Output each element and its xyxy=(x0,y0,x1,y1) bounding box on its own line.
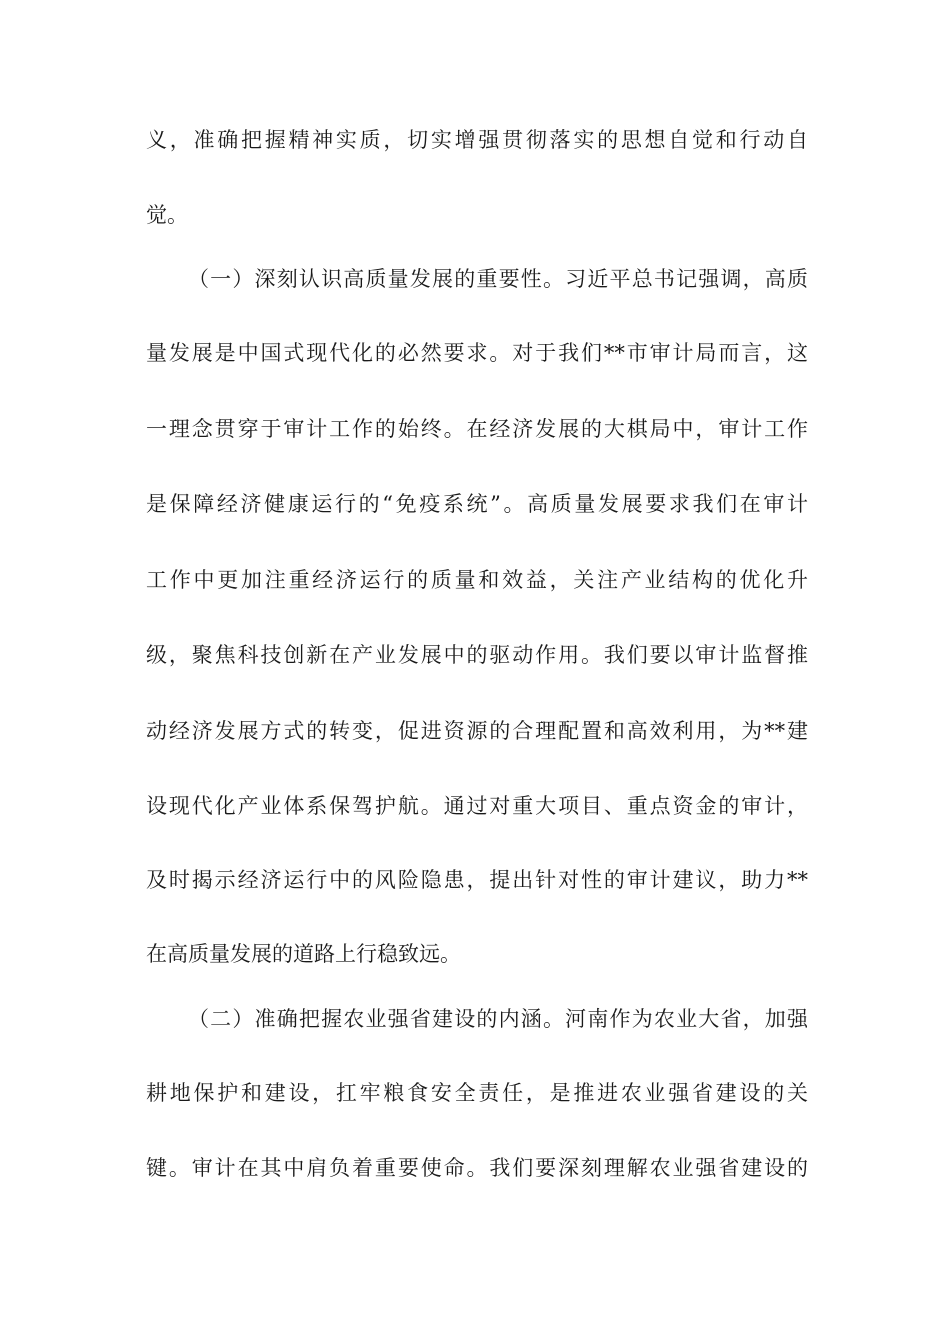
text-line-6: 是保障经济健康运行的“免疫系统”。高质量发展要求我们在审计 xyxy=(146,492,808,516)
text-line-1: 义，准确把握精神实质，切实增强贯彻落实的思想自觉和行动自 xyxy=(146,128,808,152)
text-line-2: 觉。 xyxy=(146,203,188,227)
text-line-14: 耕地保护和建设，扛牢粮食安全责任，是推进农业强省建设的关 xyxy=(146,1081,808,1105)
text-line-11: 及时揭示经济运行中的风险隐患，提出针对性的审计建议，助力** xyxy=(146,868,808,892)
section-heading-1: （一）深刻认识高质量发展的重要性。习近平总书记强调，高质 xyxy=(188,267,808,291)
text-line-8: 级，聚焦科技创新在产业发展中的驱动作用。我们要以审计监督推 xyxy=(146,643,808,667)
section-heading-2: （二）准确把握农业强省建设的内涵。河南作为农业大省，加强 xyxy=(188,1007,808,1031)
text-line-15: 键。审计在其中肩负着重要使命。我们要深刻理解农业强省建设的 xyxy=(146,1156,808,1180)
text-line-7: 工作中更加注重经济运行的质量和效益，关注产业结构的优化升 xyxy=(146,568,808,592)
text-line-5: 一理念贯穿于审计工作的始终。在经济发展的大棋局中，审计工作 xyxy=(146,417,808,441)
text-line-12: 在高质量发展的道路上行稳致远。 xyxy=(146,942,461,966)
text-line-9: 动经济发展方式的转变，促进资源的合理配置和高效利用，为**建 xyxy=(146,719,808,743)
text-line-10: 设现代化产业体系保驾护航。通过对重大项目、重点资金的审计， xyxy=(146,794,808,818)
text-line-4: 量发展是中国式现代化的必然要求。对于我们**市审计局而言，这 xyxy=(146,341,808,365)
